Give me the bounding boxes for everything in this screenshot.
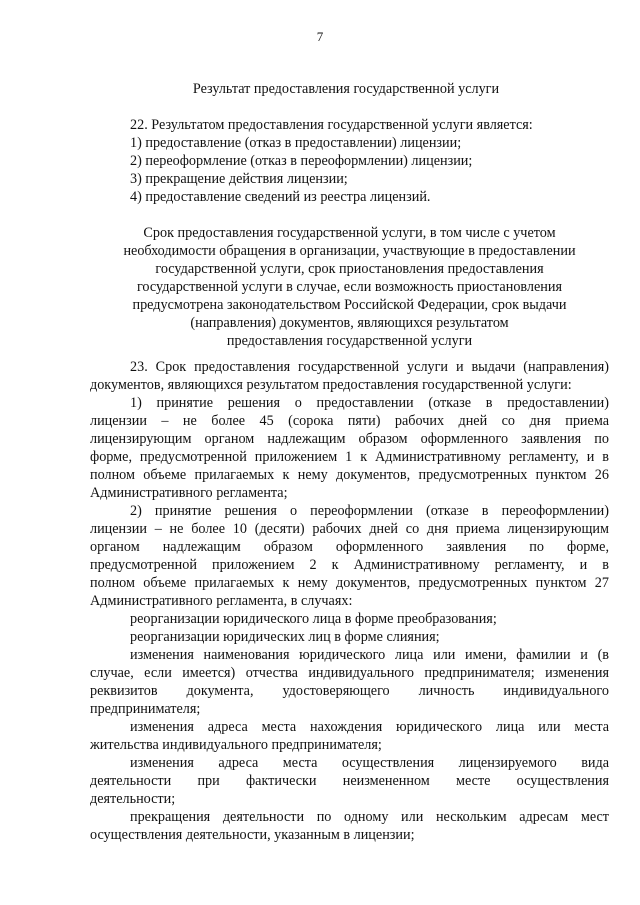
subheading-line: государственной услуги, срок приостановления предоставления xyxy=(155,261,544,277)
subheading-line: предоставления государственной услуги xyxy=(226,333,473,349)
text-line: прекращения деятельности по одному или нескольким адресам мест xyxy=(130,809,609,825)
text-line: лицензии – не более 10 (десяти) рабочих дней со дня приема лицензирующим xyxy=(90,521,609,537)
text-line: деятельности при фактически неизмененном месте осуществления xyxy=(90,773,609,789)
text-line: органом надлежащим образом оформленного заявления по форме, xyxy=(90,539,609,555)
page-number: 7 xyxy=(316,29,324,44)
text-line: форме, предусмотренной приложением 1 к Административному регламенту, и в xyxy=(90,449,609,465)
list-item: 4) предоставление сведений из реестра лицензий. xyxy=(130,189,431,205)
list-item: 2) переоформление (отказ в переоформлении) лицензии; xyxy=(130,153,473,169)
text-line: осуществления деятельности, указанным в лицензии; xyxy=(90,827,415,843)
subheading-line: необходимости обращения в организации, участвующие в предоставлении xyxy=(123,243,576,259)
list-item: 3) прекращение действия лицензии; xyxy=(130,171,348,187)
paragraph-22-list xyxy=(130,134,610,206)
text-line: изменения адреса места нахождения юридического лица или места xyxy=(130,719,609,735)
text-line: Административного регламента; xyxy=(90,485,288,501)
text-line: деятельности; xyxy=(90,791,176,807)
text-line: 23. Срок предоставления государственной услуги и выдачи (направления) xyxy=(130,359,609,375)
text-line: лицензирующим органом надлежащим образом оформленного заявления по xyxy=(90,431,609,447)
list-item: 1) предоставление (отказ в предоставлении) лицензии; xyxy=(130,135,462,151)
text-line: полном объеме прилагаемых к нему документов, предусмотренных пунктом 27 xyxy=(90,575,609,591)
text-line: реорганизации юридических лиц в форме слияния; xyxy=(130,629,440,645)
text-line: документов, являющихся результатом предоставления государственной услуги: xyxy=(90,377,572,393)
text-line: изменения наименования юридического лица или имени, фамилии и (в xyxy=(130,647,609,663)
text-line: 2) принятие решения о переоформлении (отказе в переоформлении) xyxy=(130,503,609,519)
text-line: Административного регламента, в случаях: xyxy=(90,593,353,609)
text-line: предусмотренной приложением 2 к Административному регламенту, и в xyxy=(90,557,609,573)
text-line: реквизитов документа, удостоверяющего личность индивидуального xyxy=(90,683,609,699)
paragraph-22-intro: 22. Результатом предоставления государственной услуги является: xyxy=(130,117,533,133)
text-line: жительства индивидуального предпринимателя; xyxy=(90,737,382,753)
text-line: предпринимателя; xyxy=(90,701,201,717)
text-line: 1) принятие решения о предоставлении (отказе в предоставлении) xyxy=(130,395,609,411)
subheading xyxy=(90,224,609,350)
text-line: изменения адреса места осуществления лицензируемого вида xyxy=(130,755,609,771)
text-line: случае, если имеется) отчества индивидуального предпринимателя; изменения xyxy=(90,665,609,681)
text-line: реорганизации юридического лица в форме преобразования; xyxy=(130,611,497,627)
text-line: полном объеме прилагаемых к нему документов, предусмотренных пунктом 26 xyxy=(90,467,609,483)
subheading-line: (направления) документов, являющихся результатом xyxy=(190,315,509,331)
subheading-line: Срок предоставления государственной услуги, в том числе с учетом xyxy=(143,225,556,241)
subheading-line: предусмотрена законодательством Российской Федерации, срок выдачи xyxy=(132,297,567,313)
paragraph-23 xyxy=(90,358,609,844)
subheading-line: государственной услуги в случае, если возможность приостановления xyxy=(136,279,563,295)
text-line: лицензии – не более 45 (сорока пяти) рабочих дней со дня приема xyxy=(90,413,609,429)
section-title: Результат предоставления государственной услуги xyxy=(192,81,500,97)
